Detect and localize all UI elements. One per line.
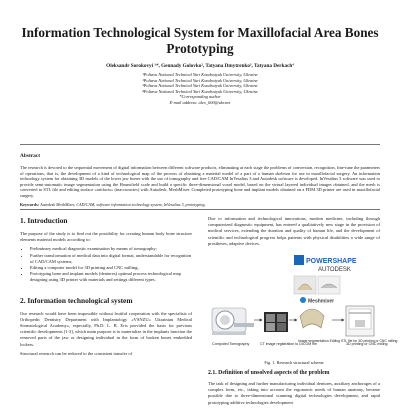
keywords-text: Autodesk MeshMixer, CAD/CAM, software information technology system, InVesalius 3, prototyping, bbox=[40, 202, 206, 207]
paper-title-line2: Prototyping bbox=[166, 41, 234, 56]
subsection-2-1-paragraph: The task of designing and further manufacturing individual dentures, auxiliary anchorages of a complex form, etc., taking into account the ergonomic needs of human anatomy, became possible due to three-dimensional scanning digital technologies development, and rapid prototyping additive technologies development bbox=[208, 381, 380, 405]
abstract-heading: Abstract bbox=[20, 153, 41, 159]
right-intro-paragraph: Due to information and technological innovations, modern medicine, including through computerized diagnostic equipment, has entered a qualitatively new stage in the provision of medical services, extending the duration and quality of human life, and the development of scientific and technological progress helps patients with physical disabilities a wide range of prostheses, adaptive devices. bbox=[208, 216, 380, 246]
abstract-bottom-rule bbox=[20, 209, 380, 210]
printer-image bbox=[346, 306, 374, 336]
affiliation-2: ²Poltava National Technical Yuri Kondratyuk University, Ukraine bbox=[142, 77, 258, 83]
section-2-paragraph-2: Structural research can be reduced to the consistent transfer of bbox=[20, 350, 133, 356]
subsection-2-1-heading: 2.1. Definition of unsolved aspects of the problem bbox=[208, 370, 330, 377]
right-column bbox=[208, 216, 398, 409]
left-column bbox=[20, 216, 192, 360]
stage-label-segmentation: Image segmentation Editing STL file for 3D printing or CNC milling bbox=[298, 339, 398, 344]
logo-powershape-text: POWERSHAPE bbox=[306, 258, 357, 266]
affiliation-1: ¹Poltava National Technical Yuri Kondratyuk University, Ukraine bbox=[142, 72, 258, 77]
section-introduction-heading: 1. Introduction bbox=[20, 216, 68, 225]
affiliation-4: ⁴Poltava National Technical Yuri Kondratyuk University, Ukraine bbox=[142, 88, 258, 94]
abstract-top-rule bbox=[20, 144, 380, 145]
author-email[interactable]: E-mail address: alex_600@ukr.net bbox=[169, 100, 231, 105]
stage-label-printing: 3D printing or CNC milling bbox=[346, 342, 388, 347]
corresponding-author: *Corresponding author bbox=[179, 94, 221, 100]
keywords-line bbox=[20, 202, 380, 207]
abstract-text: The research is devoted to the sequential movement of digital information between different software products, eliminating at each stage the problems of conversion, recognition, fine-tune the parameters of operations, that is, the development of a kind of technological map of the process of obtaining a material model of a part of a human skeleton for use in maxillofacial surgery. An information technology system for obtaining 3D models of the lower jaw bones with the use of tomography and free CAD/CAM InVesalius 3 and Autodesk software is developed. InVesalius 3 software was used to provide semi-automatic image segmentation using the Hounsfield scale and build a specific three-dimensional voxel model, based on the virtual layered individual images obtained, and the mesh is converted to STL file and editing surface «artifacts» (inaccuracies) with Autodesk, MeshMixer. Completed prototyping bone and implant models obtained on a FDM 3D printer are used in maxillofacial surgery. bbox=[20, 165, 380, 198]
affiliation-3: ³Poltava National Technical Yuri Kondratyuk University, Ukraine bbox=[142, 83, 258, 89]
research-scheme-diagram bbox=[208, 250, 398, 360]
keywords-label: Keywords: bbox=[20, 202, 40, 207]
intro-paragraph: The purpose of the study is to find out the possibility for creating human body bone structure elements material models according to: bbox=[20, 231, 192, 243]
list-item: • Further transformation of medical data into digital format, understandable for recognition of CAD/CAM systems; bbox=[30, 253, 192, 265]
logo-meshmixer-text: Meshmixer bbox=[308, 298, 335, 305]
stage-label-ct: Computed Tomography bbox=[212, 342, 250, 347]
jaw-model-image bbox=[300, 309, 324, 328]
paper-title-line1: Information Technological System for Maxillofacial Area Bones bbox=[21, 25, 379, 40]
software-logos bbox=[294, 255, 357, 305]
logo-autodesk-text: AUTODESK bbox=[318, 267, 351, 274]
figure-caption: Fig. 1. Research structural scheme bbox=[264, 360, 324, 366]
figure-1 bbox=[208, 250, 398, 366]
ct-scanner-image bbox=[212, 308, 254, 335]
list-item: • Editing a computer model for 3D printing and CNC milling; bbox=[30, 265, 192, 271]
stage-label-dicom: CT image registration to DICOM file bbox=[260, 342, 317, 347]
section-2-heading: 2. Information technological system bbox=[20, 295, 133, 305]
intro-bullet-list bbox=[20, 246, 192, 283]
ct-slices-image bbox=[264, 312, 288, 332]
list-item: • Prototyping bone and implant models (dentures) optimal process technological map designing using 3D printer with materials and settings different types. bbox=[30, 271, 192, 283]
list-item: • Preliminary medical diagnostic examination by means of tomography; bbox=[30, 246, 192, 252]
authors: Oleksandr Sorokovyi ¹*, Gennady Golovko², Tatyana Dmytrenko³, Tatyana Derkach⁴ bbox=[106, 63, 294, 69]
section-2-paragraph-1: Our research would have been impossible without fruitful cooperation with the specialists of Orthopedic Dentistry Department with Implantology «VSNZU» Ukrainian Medical Stomatological Academy», especially, Ph.D. L. B. Eris provided the basis for previous scientific developments [1-3], which main purpose is to materialize in the implants function the removed parts of the jaw or designing individual in the form of broken bones embedded lockers. bbox=[20, 310, 192, 347]
